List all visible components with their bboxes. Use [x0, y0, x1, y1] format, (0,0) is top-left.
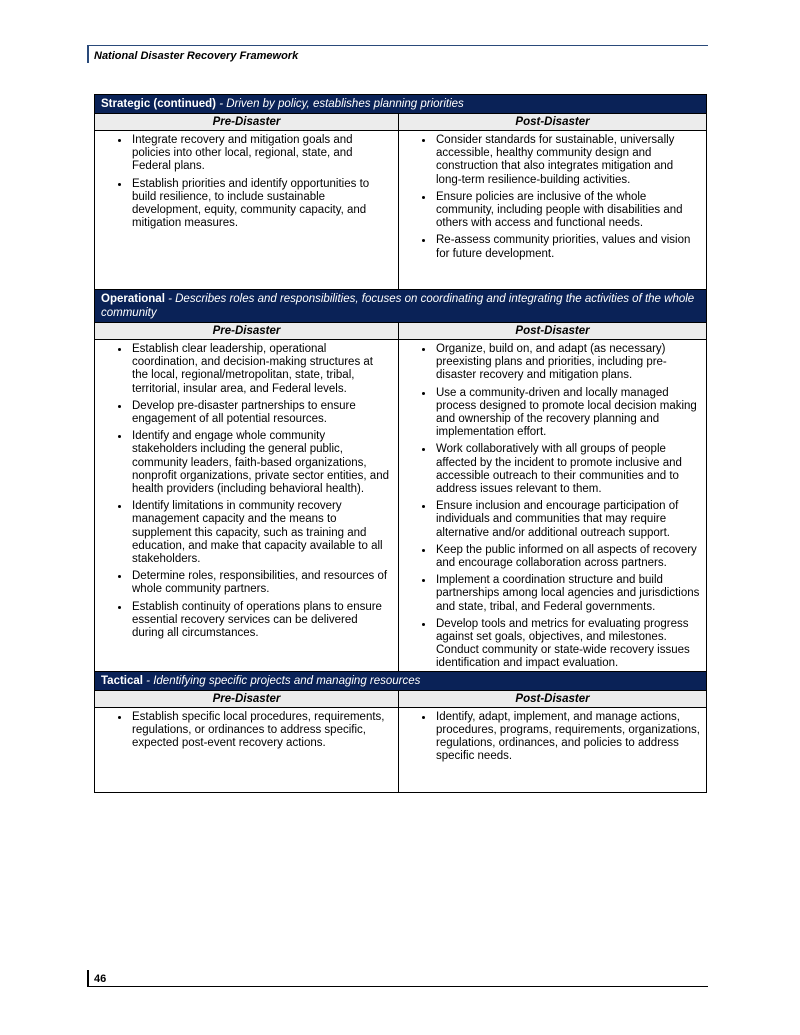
list-item: • Keep the public informed on all aspects of recovery and encourage collaboration across partners.: [434, 544, 700, 570]
list-item: • Work collaboratively with all groups of people affected by the incident to promote inclusive and accessible outreach to their communities and to address issues relevant to them.: [434, 443, 700, 496]
section-title: Operational: [101, 293, 165, 305]
content-row: [95, 131, 707, 290]
pre-disaster-cell: [95, 340, 399, 672]
post-disaster-list: [399, 134, 706, 261]
list-item: • Establish continuity of operations plans to ensure essential recovery services can be delivered during all circumstances.: [130, 601, 392, 641]
recovery-framework-table: [94, 94, 707, 793]
pre-disaster-list: [95, 711, 398, 751]
section-description: - Describes roles and responsibilities, focuses on coordinating and integrating the activities of the whole community: [101, 293, 695, 319]
phase-header-row: [95, 690, 707, 707]
list-item: • Integrate recovery and mitigation goals and policies into other local, regional, state, and Federal plans.: [130, 134, 392, 174]
list-item: • Consider standards for sustainable, universally accessible, healthy community design and construction that also integrates mitigation and long-term resilience-building activities.: [434, 134, 700, 187]
list-item: • Identify, adapt, implement, and manage actions, procedures, programs, requirements, organizations, regulations, ordinances, and policies to address specific needs.: [434, 711, 700, 764]
content-row: [95, 340, 707, 672]
list-item: • Implement a coordination structure and build partnerships among local agencies and jurisdictions and state, tribal, and Federal governments.: [434, 574, 700, 614]
post-disaster-list: [399, 711, 706, 764]
post-disaster-heading: Post-Disaster: [399, 323, 707, 340]
pre-disaster-heading: Pre-Disaster: [95, 114, 399, 131]
section-header-row: [95, 671, 707, 690]
list-item: • Establish clear leadership, operational coordination, and decision-making structures at the local, regional/metropolitan, state, tribal, territorial, insular area, and Federal levels.: [130, 343, 392, 396]
post-disaster-cell: [399, 131, 707, 290]
section-title: Tactical: [101, 674, 143, 687]
section-header-strategic: [95, 95, 707, 114]
list-item: • Re-assess community priorities, values and vision for future development.: [434, 234, 700, 260]
footer-rule: [87, 986, 708, 987]
header-rule: [87, 45, 708, 46]
section-header-tactical: [95, 671, 707, 690]
pre-disaster-list: [95, 134, 398, 230]
phase-header-row: [95, 323, 707, 340]
section-header-operational: [95, 290, 707, 323]
pre-disaster-cell: [95, 131, 399, 290]
list-item: • Determine roles, responsibilities, and resources of whole community partners.: [130, 570, 392, 596]
list-item: • Identify limitations in community recovery management capacity and the means to supplement this capacity, such as training and education, and make that capacity available to all stakeholders.: [130, 500, 392, 566]
section-header-row: [95, 290, 707, 323]
list-item: • Ensure inclusion and encourage participation of individuals and communities that may require alternative and/or additional outreach support.: [434, 500, 700, 540]
pre-disaster-heading: Pre-Disaster: [95, 690, 399, 707]
page-number: 46: [94, 973, 107, 985]
pre-disaster-cell: [95, 707, 399, 792]
pre-disaster-heading: Pre-Disaster: [95, 323, 399, 340]
list-item: • Develop pre-disaster partnerships to ensure engagement of all potential resources.: [130, 400, 392, 426]
post-disaster-cell: [399, 340, 707, 672]
list-item: • Establish priorities and identify opportunities to build resilience, to include sustainable development, equity, community capacity, and mitigation measures.: [130, 178, 392, 231]
header-accent-bar: [87, 45, 89, 63]
document-title: National Disaster Recovery Framework: [94, 50, 299, 62]
list-item: • Organize, build on, and adapt (as necessary) preexisting plans and priorities, including pre-disaster recovery and mitigation plans.: [434, 343, 700, 383]
section-title: Strategic (continued): [101, 98, 217, 110]
list-item: • Ensure policies are inclusive of the whole community, including people with disabilities and others with access and functional needs.: [434, 191, 700, 231]
section-header-row: [95, 95, 707, 114]
post-disaster-heading: Post-Disaster: [399, 114, 707, 131]
pre-disaster-list: [95, 343, 398, 640]
content-row: [95, 707, 707, 792]
list-item: • Establish specific local procedures, requirements, regulations, or ordinances to address specific, expected post-event recovery actions.: [130, 711, 392, 751]
section-description: - Driven by policy, establishes planning priorities: [216, 98, 464, 110]
list-item: • Develop tools and metrics for evaluating progress against set goals, objectives, and milestones. Conduct community or state-wide recovery issues identification and impact evaluation.: [434, 618, 700, 671]
phase-header-row: [95, 114, 707, 131]
post-disaster-heading: Post-Disaster: [399, 690, 707, 707]
section-description: - Identifying specific projects and managing resources: [142, 674, 421, 687]
post-disaster-cell: [399, 707, 707, 792]
post-disaster-list: [399, 343, 706, 671]
list-item: • Use a community-driven and locally managed process designed to promote local decision making and ownership of the recovery planning and implementation effort.: [434, 387, 700, 440]
footer-accent-bar: [87, 970, 89, 987]
list-item: • Identify and engage whole community stakeholders including the general public, community leaders, faith-based organizations, nonprofit organizations, private sector entities, and health providers (including behavioral health).: [130, 430, 392, 496]
